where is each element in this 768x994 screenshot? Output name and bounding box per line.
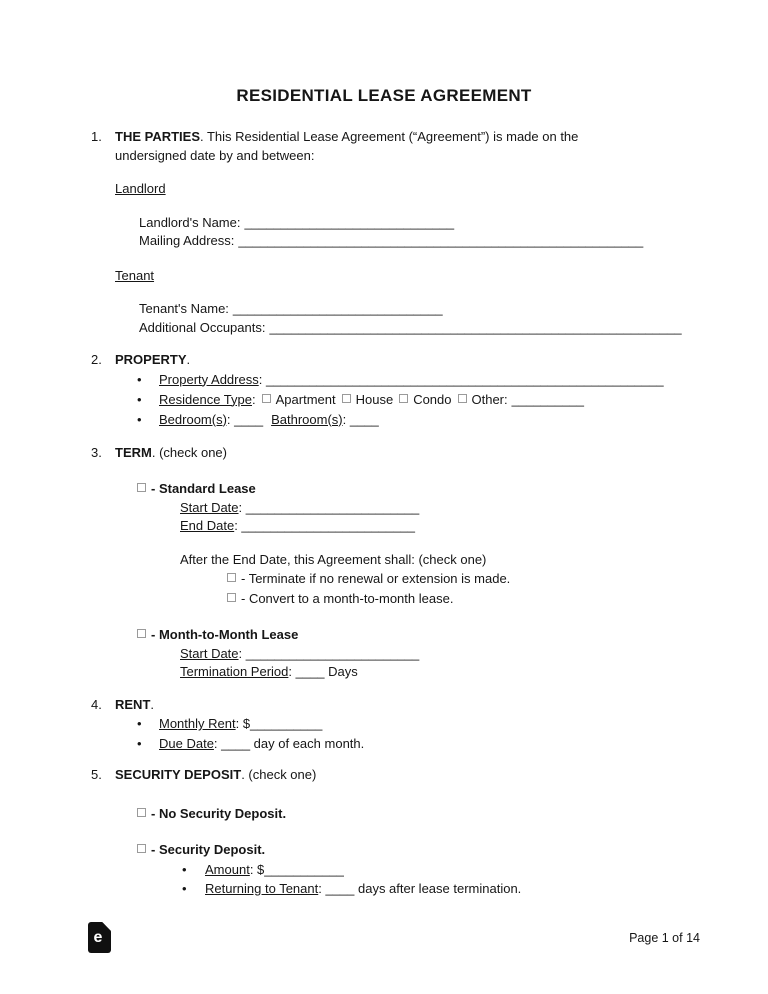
amount-label: Amount: [205, 861, 250, 877]
returning-to-tenant-blank: : ____ days after lease termination.: [318, 880, 522, 896]
additional-occupants-blank: _________________________________________________________: [269, 319, 682, 335]
tenant-heading-row: [115, 267, 700, 286]
section-intro-line2: undersigned date by and between:: [115, 147, 315, 163]
standard-lease-checkbox-icon[interactable]: [137, 483, 146, 492]
monthly-rent-row: [91, 714, 700, 734]
residence-type-colon: :: [252, 391, 256, 407]
end-date-blank: : ________________________: [234, 518, 415, 533]
month-to-month-checkbox-icon[interactable]: [137, 629, 146, 638]
due-date-label: Due Date: [159, 736, 214, 751]
section-the-parties: [91, 128, 700, 165]
after-end-date-intro: After the End Date, this Agreement shall: (check one): [180, 551, 487, 567]
tenant-fields: [139, 300, 700, 337]
landlord-fields: [139, 214, 700, 251]
month-to-month-row: [137, 626, 700, 645]
section-heading: RENT: [115, 696, 151, 712]
section-property: [91, 351, 700, 370]
section-heading-rest: . (check one): [151, 444, 227, 460]
amount-blank: : $___________: [249, 861, 344, 877]
section-heading: PROPERTY: [115, 352, 187, 367]
security-deposit-checkbox-icon[interactable]: [137, 844, 146, 853]
condo-option-label: Condo: [413, 391, 452, 407]
bedrooms-blank: : ____: [226, 411, 264, 427]
start-date-label: Start Date: [180, 499, 239, 515]
security-deposit-row: [137, 841, 700, 860]
section-number: 1.: [91, 129, 102, 144]
section-heading: SECURITY DEPOSIT: [115, 767, 242, 782]
start-date-blank: : ________________________: [238, 645, 420, 661]
terminate-option-label: - Terminate if no renewal or extension is made.: [241, 571, 511, 586]
standard-start-date-row: [180, 499, 700, 518]
document-title: RESIDENTIAL LEASE AGREEMENT: [236, 86, 532, 105]
start-date-label: Start Date: [180, 645, 239, 661]
termination-period-row: [180, 663, 700, 682]
tenant-name-blank: _____________________________: [232, 301, 443, 316]
convert-option-row: [227, 589, 700, 609]
amount-row: [91, 860, 700, 879]
landlord-name-label: Landlord's Name:: [139, 214, 241, 230]
mailing-address-label: Mailing Address:: [139, 233, 235, 248]
month-to-month-label: - Month-to-Month Lease: [151, 627, 299, 642]
termination-period-label: Termination Period: [180, 664, 289, 679]
security-deposit-block: [91, 841, 700, 898]
eforms-logo: [88, 922, 111, 953]
apartment-checkbox-icon[interactable]: [262, 394, 271, 403]
no-security-deposit-checkbox-icon[interactable]: [137, 808, 146, 817]
bathrooms-blank: : ____: [342, 411, 379, 427]
standard-lease-row: [137, 480, 700, 499]
after-end-date-block: [180, 551, 700, 610]
section-number: 3.: [91, 444, 102, 460]
logo-letter: e: [93, 929, 103, 947]
section-heading-rest: .: [150, 696, 155, 712]
m2m-start-date-row: [180, 645, 700, 664]
mailing-address-row: [139, 232, 700, 251]
mailing-address-blank: ________________________________________________________: [238, 233, 644, 248]
start-date-blank: : ________________________: [238, 499, 420, 515]
residence-type-row: [91, 390, 700, 410]
convert-checkbox-icon[interactable]: [227, 593, 236, 602]
standard-lease-block: [91, 480, 700, 536]
section-heading-rest: . (check one): [241, 767, 317, 782]
property-address-label: Property Address: [159, 371, 259, 387]
convert-option-label: - Convert to a month-to-month lease.: [241, 591, 454, 606]
landlord-name-blank: _____________________________: [244, 214, 455, 230]
section-intro-line1: . This Residential Lease Agreement (“Agreement”) is made on the: [200, 129, 579, 144]
house-option-label: House: [355, 391, 394, 407]
landlord-name-row: [139, 214, 700, 233]
section-number: 2.: [91, 352, 102, 367]
other-blank: __________: [511, 391, 584, 407]
due-date-blank: : ____ day of each month.: [213, 736, 365, 751]
monthly-rent-blank: : $__________: [235, 716, 323, 731]
standard-end-date-row: [180, 517, 700, 536]
residence-type-label: Residence Type: [159, 391, 252, 407]
additional-occupants-label: Additional Occupants:: [139, 319, 266, 335]
apartment-option-label: Apartment: [275, 391, 336, 407]
terminate-option-row: [227, 569, 700, 589]
security-deposit-label: - Security Deposit.: [151, 842, 266, 857]
bedrooms-label: Bedroom(s): [159, 411, 227, 427]
section-number: 4.: [91, 696, 102, 712]
month-to-month-block: [91, 626, 700, 682]
landlord-heading-row: [115, 180, 700, 199]
additional-occupants-row: [139, 319, 700, 338]
due-date-row: [91, 734, 700, 754]
section-heading-rest: .: [186, 352, 191, 367]
tenant-heading: Tenant: [115, 267, 155, 283]
property-address-row: [91, 370, 700, 390]
property-address-blank: : _______________________________________________________: [258, 371, 664, 387]
section-term: [91, 444, 700, 463]
returning-to-tenant-row: [91, 879, 700, 898]
tenant-name-row: [139, 300, 700, 319]
bedrooms-bathrooms-row: [91, 410, 700, 430]
standard-lease-label: - Standard Lease: [151, 481, 256, 496]
monthly-rent-label: Monthly Rent: [159, 716, 236, 731]
section-number: 5.: [91, 767, 102, 782]
condo-checkbox-icon[interactable]: [399, 394, 408, 403]
section-heading: TERM: [115, 444, 152, 460]
tenant-name-label: Tenant's Name:: [139, 301, 229, 316]
page-number: Page 1 of 14: [629, 931, 700, 945]
no-security-deposit-row: [137, 805, 700, 824]
bathrooms-label: Bathroom(s): [271, 411, 343, 427]
section-rent: [91, 696, 700, 715]
termination-period-blank: : ____ Days: [288, 664, 358, 679]
end-date-label: End Date: [180, 518, 235, 533]
section-security-deposit: [91, 766, 700, 785]
landlord-heading: Landlord: [115, 181, 166, 196]
other-checkbox-icon[interactable]: [458, 394, 467, 403]
section-heading: THE PARTIES: [115, 129, 200, 144]
other-option-label: Other:: [471, 391, 508, 407]
no-security-deposit-label: - No Security Deposit.: [151, 805, 287, 821]
terminate-checkbox-icon[interactable]: [227, 573, 236, 582]
house-checkbox-icon[interactable]: [342, 394, 351, 403]
returning-to-tenant-label: Returning to Tenant: [205, 880, 319, 896]
